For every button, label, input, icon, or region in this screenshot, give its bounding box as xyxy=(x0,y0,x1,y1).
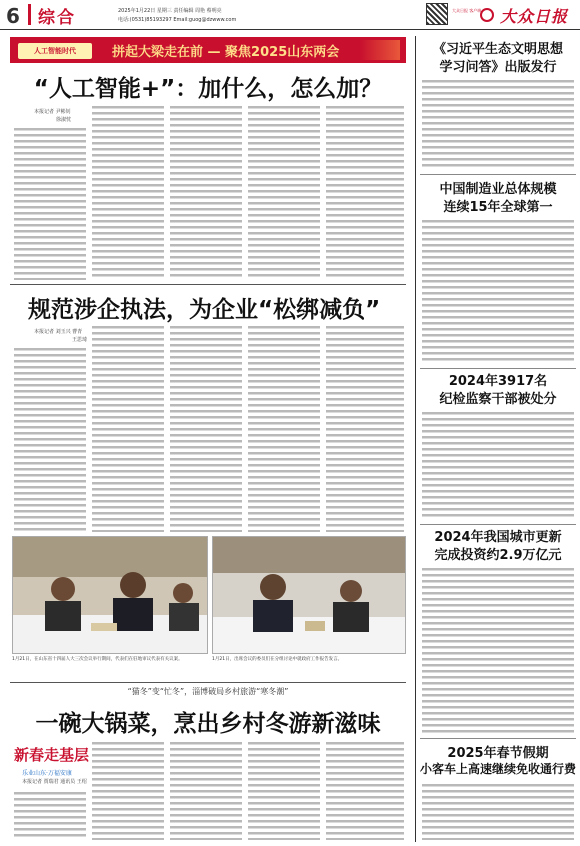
right-article1-body xyxy=(422,78,574,170)
photo-caption-1: 1月21日，在山东省十四届人大三次会议举行期间，代表们在驻地审议代表有关议案。 xyxy=(12,657,183,662)
photo-npc-deputies xyxy=(12,536,208,654)
qr-caption: 大众日报 客户端 xyxy=(452,8,482,13)
right-divider xyxy=(420,524,576,525)
page-number: 6 xyxy=(6,4,20,28)
masthead-logo: 大众日报 xyxy=(500,7,569,26)
article1-headline: “人工智能+”：加什么，怎么加？ xyxy=(33,76,383,102)
column-logo-title: 新春走基层 xyxy=(14,746,90,764)
editor-meta: 2025年1月22日 星期三 责任编辑 周艳 蔡明亮 xyxy=(118,8,222,14)
right-headline-3-line2: 纪检监察干部被处分 xyxy=(439,392,557,407)
right-headline-1-line1: 《习近平生态文明思想 xyxy=(432,42,563,57)
article2-body-col5 xyxy=(326,324,404,532)
column-divider xyxy=(415,36,416,842)
photo-caption-2: 1月21日，出席会议的委员们在分组讨论中就政府工作报告发言。 xyxy=(212,657,343,662)
article1-body-col4 xyxy=(248,104,320,280)
right-headline-3-line1: 2024年3917名 xyxy=(448,374,548,389)
right-headline-5-line1: 2025年春节假期 xyxy=(447,746,549,761)
article2-body-col1 xyxy=(14,346,86,532)
right-divider xyxy=(420,174,576,175)
right-article5-body xyxy=(422,782,574,840)
article3-byline: 本报记者 贾瑞君 通讯员 王绍 xyxy=(22,779,87,785)
article2-byline: 本报记者 刘玉兴 曹青 王思琦 xyxy=(34,329,88,343)
right-article2-body xyxy=(422,218,574,364)
right-divider xyxy=(420,738,576,739)
ai-era-logo: 人工智能时代 xyxy=(18,43,92,59)
photo-cppcc-members xyxy=(212,536,406,654)
banner-decoration xyxy=(360,40,400,60)
contact-meta: 电话:(0531)85193297 Email:guog@dzwww.com xyxy=(118,17,237,23)
article3-kicker: “猫冬”变“忙冬”，淄博破局乡村旅游“寒冬潮” xyxy=(127,687,289,696)
right-headline-2-line2: 连续15年全球第一 xyxy=(443,200,553,215)
article1-byline: 本报记者 尹彬钊 徐淑忱 xyxy=(34,109,72,123)
masthead-emblem-icon xyxy=(480,8,494,22)
right-headline-1-line2: 学习问答》出版发行 xyxy=(439,60,557,75)
column-logo-subtitle: 乐业山东·万福安康 xyxy=(22,770,72,777)
banner-title: 拼起大梁走在前 — 聚焦2025山东两会 xyxy=(112,45,340,60)
page-header xyxy=(0,0,580,30)
qr-code-icon xyxy=(426,3,448,25)
article2-headline: 规范涉企执法，为企业“松绑减负” xyxy=(28,297,381,323)
article2-body-col4 xyxy=(248,324,320,532)
right-headline-4-line2: 完成投资约2.9万亿元 xyxy=(434,548,562,563)
right-divider xyxy=(420,368,576,369)
right-headline-5-line2: 小客车上高速继续免收通行费 xyxy=(420,762,577,776)
article2-body-col2 xyxy=(92,324,164,532)
article3-body-col4 xyxy=(248,740,320,840)
section-title: 综合 xyxy=(38,8,76,28)
article-divider xyxy=(10,284,406,285)
article3-body-col1 xyxy=(14,790,86,840)
article1-body-col3 xyxy=(170,104,242,280)
right-article4-body xyxy=(422,566,574,734)
right-headline-4-line1: 2024年我国城市更新 xyxy=(434,530,562,545)
article3-body-col5 xyxy=(326,740,404,840)
article2-body-col3 xyxy=(170,324,242,532)
article3-body-col2 xyxy=(92,740,164,840)
article3-body-col3 xyxy=(170,740,242,840)
article3-headline: 一碗大锅菜，烹出乡村冬游新滋味 xyxy=(35,711,381,737)
right-headline-2-line1: 中国制造业总体规模 xyxy=(439,182,557,197)
article-divider xyxy=(10,682,406,683)
article1-body-col1 xyxy=(14,126,86,280)
right-article3-body xyxy=(422,410,574,520)
article1-body-col5 xyxy=(326,104,404,280)
page-number-divider xyxy=(28,4,31,25)
article1-body-col2 xyxy=(92,104,164,280)
